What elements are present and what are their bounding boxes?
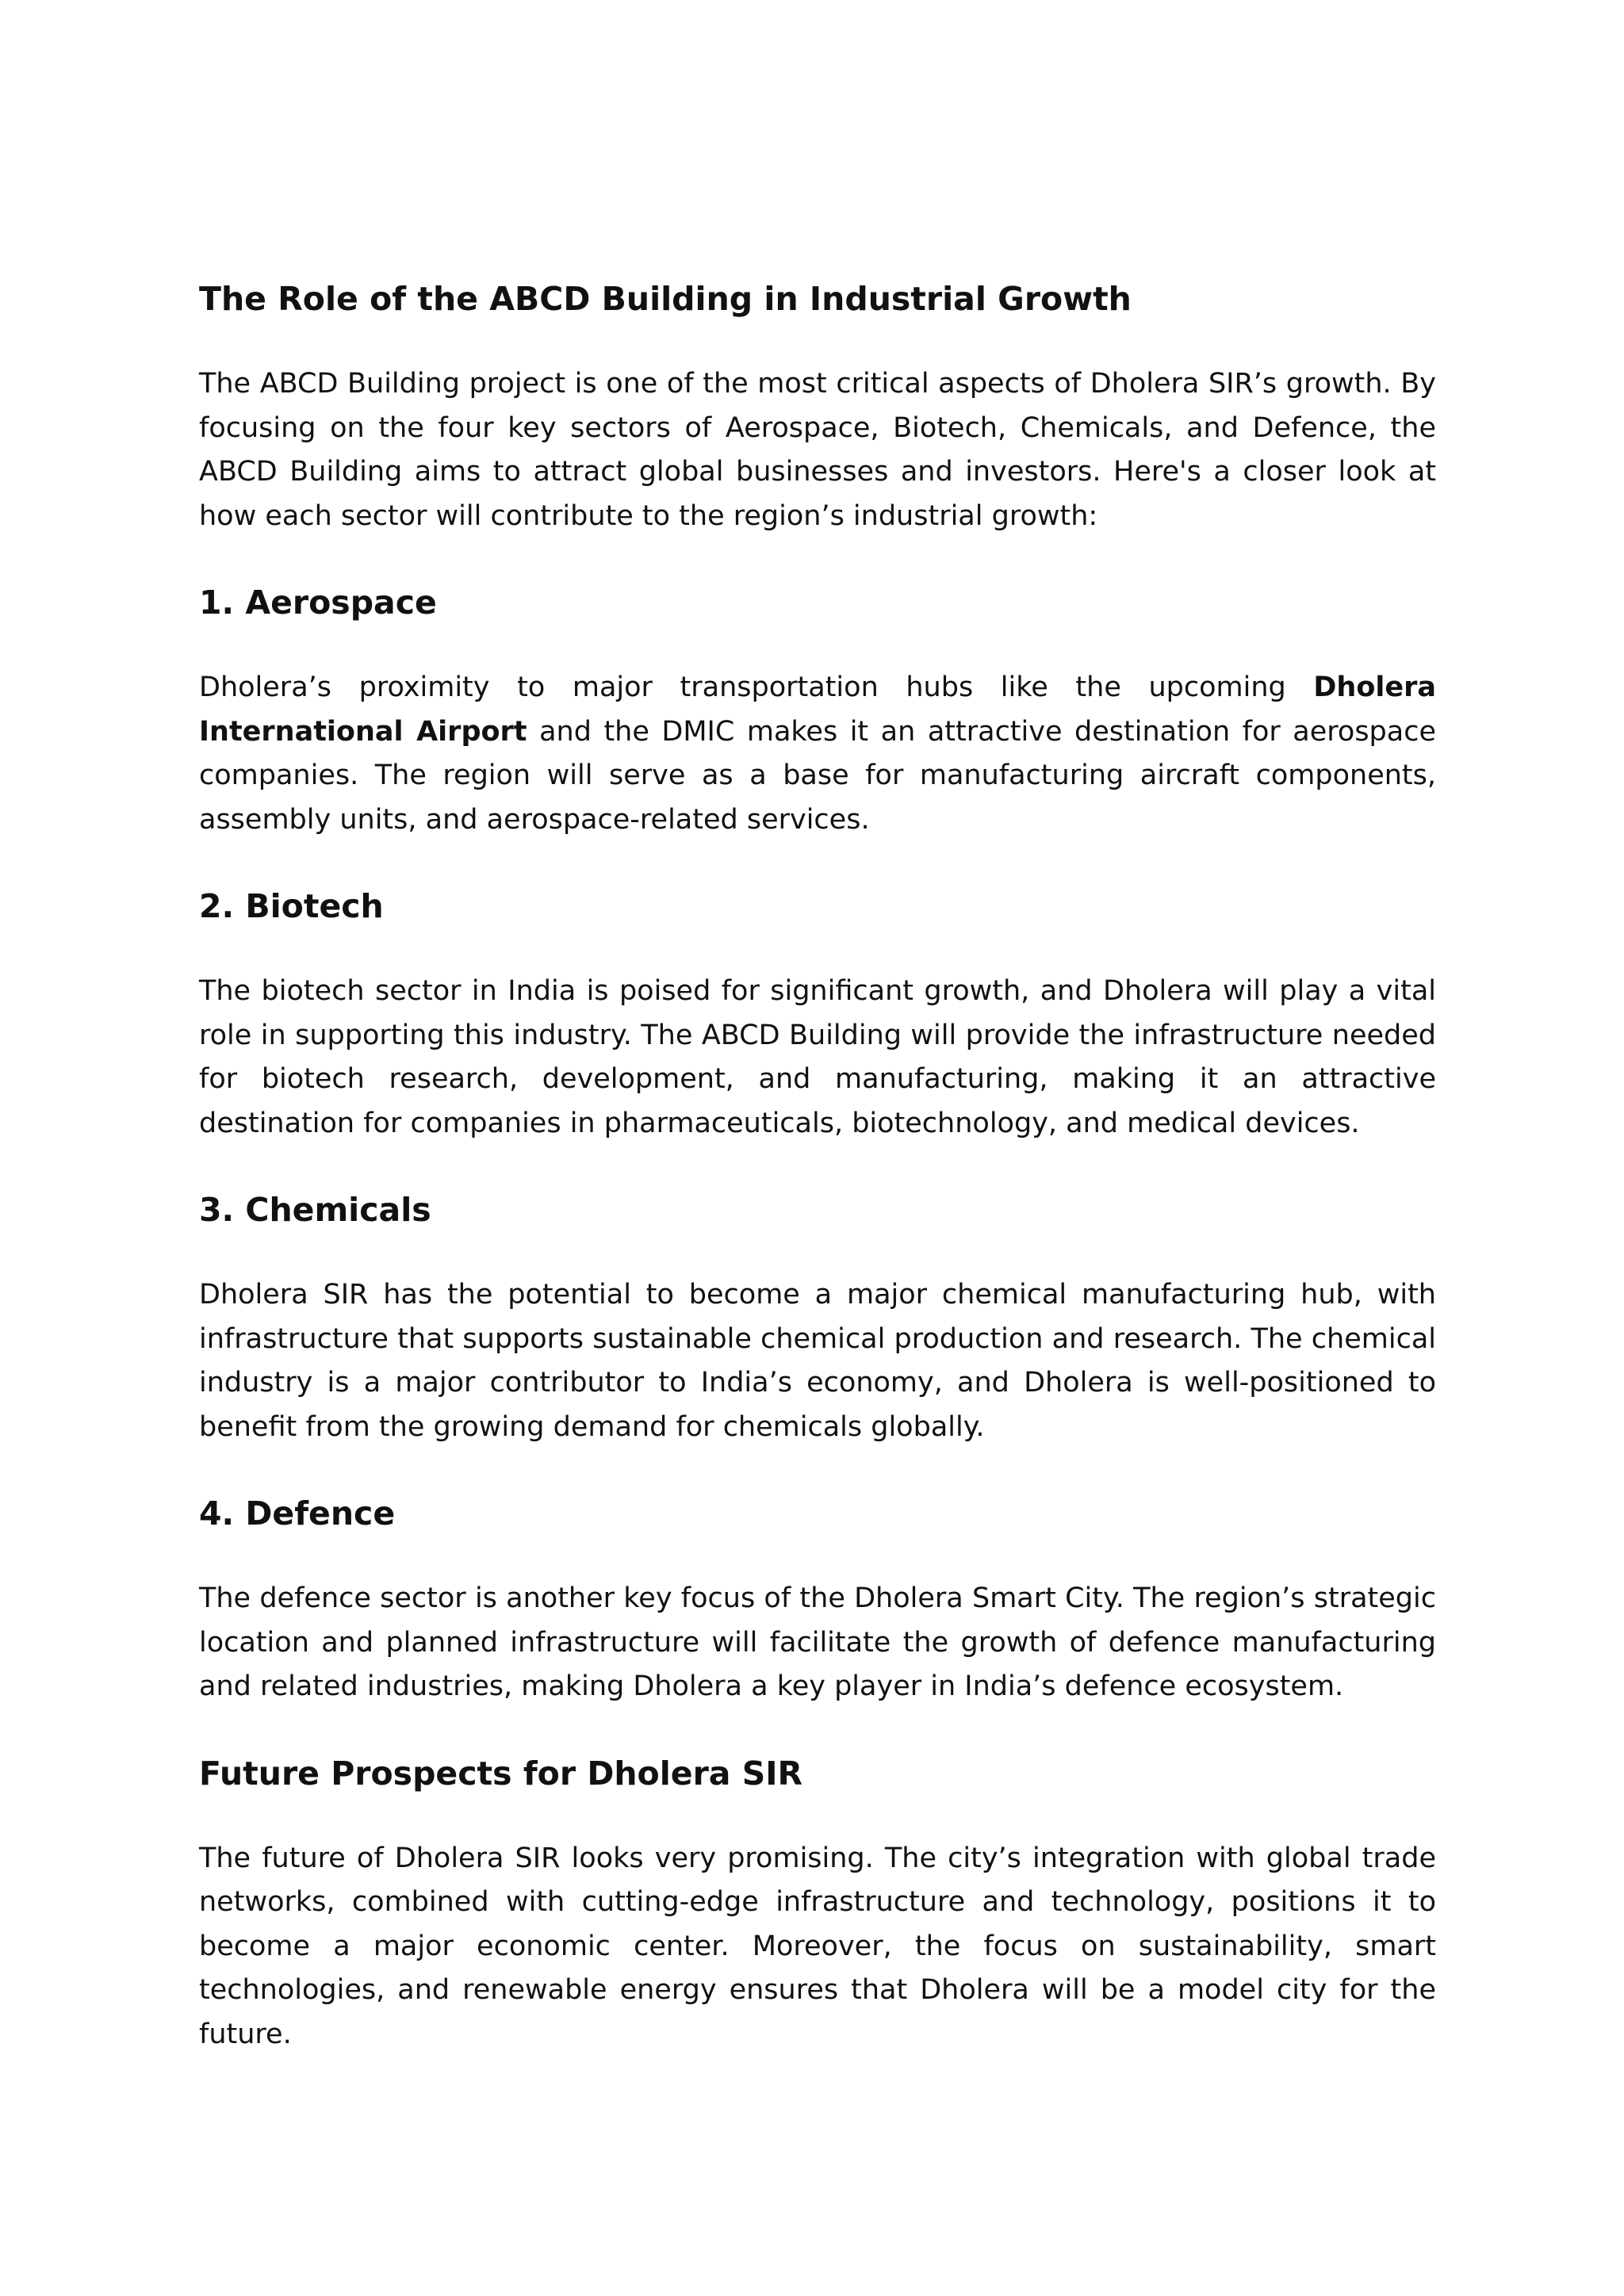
- section-body-biotech: The biotech sector in India is poised for significant growth, and Dholera will play a vital role in supporting this industry. The ABCD Building will provide the infrastructure needed for biotech research, development, and manufacturing, making it an attractive destination for companies in pharmaceuticals, biotechnology, and medical devices.: [199, 975, 1436, 1139]
- section-body-future-prospects: The future of Dholera SIR looks very promising. The city’s integration with global trade networks, combined with cutting-edge infrastructure and technology, positions it to become a major economic center. Moreover, the focus on sustainability, smart technologies, and renewable energy ensures that Dholera will be a model city for the future.: [199, 1842, 1436, 2050]
- aerospace-text-after: and the DMIC makes it an attractive destination for aerospace companies. The region will serve as a base for manufacturing aircraft components, assembly units, and aerospace-related services.: [199, 715, 1437, 836]
- section-heading-aerospace: 1. Aerospace: [199, 584, 437, 622]
- section-heading-future-prospects: Future Prospects for Dholera SIR: [199, 1754, 803, 1793]
- section-body-abcd-role: The ABCD Building project is one of the most critical aspects of Dholera SIR’s growth. By focusing on the four key sectors of Aerospace, Biotech, Chemicals, and Defence, the ABCD Building aims to attract global businesses and investors. Here's a closer look at how each sector will contribute to the region’s industrial growth:: [199, 368, 1436, 532]
- section-body-aerospace: [199, 666, 1436, 842]
- section-heading-biotech: 2. Biotech: [199, 887, 384, 925]
- document-page: [199, 278, 1436, 2057]
- section-body-chemicals: Dholera SIR has the potential to become a major chemical manufacturing hub, with infrastructure that supports sustainable chemical production and research. The chemical industry is a major contributor to India’s economy, and Dholera is well-positioned to benefit from the growing demand for chemicals globally.: [199, 1279, 1436, 1443]
- section-heading-chemicals: 3. Chemicals: [199, 1191, 431, 1229]
- section-heading-defence: 4. Defence: [199, 1494, 396, 1533]
- section-body-defence: The defence sector is another key focus of the Dholera Smart City. The region’s strategic location and planned infrastructure will facilitate the growth of defence manufacturing and related industries, making Dholera a key player in India’s defence ecosystem.: [199, 1582, 1436, 1702]
- dholera-airport-bold: Dholera International Airport: [199, 672, 1436, 748]
- aerospace-text-before: Dholera’s proximity to major transportation hubs like the upcoming: [199, 672, 1314, 703]
- section-heading-abcd-role: The Role of the ABCD Building in Industrial Growth: [199, 280, 1132, 318]
